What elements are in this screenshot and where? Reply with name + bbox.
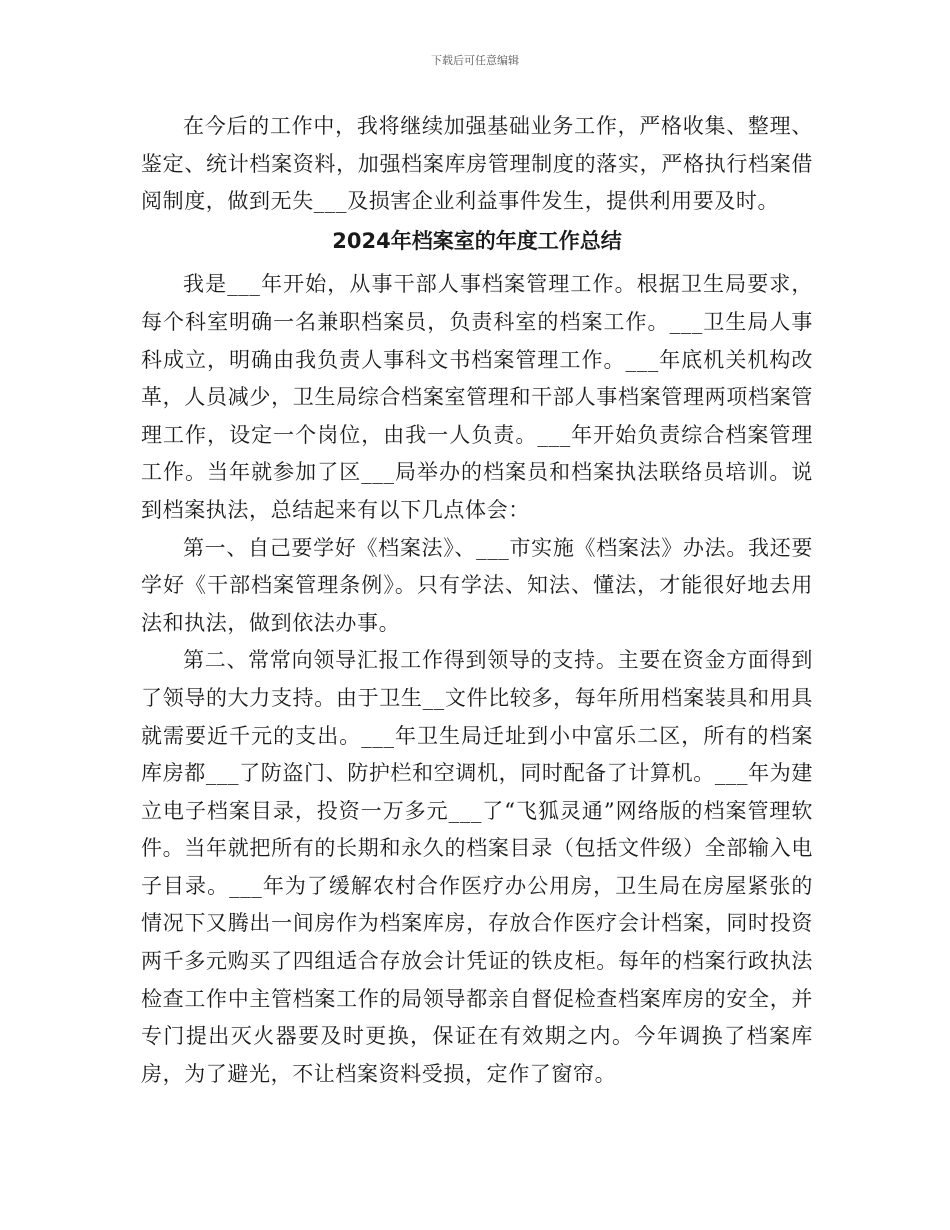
document-title: 2024年档案室的年度工作总结	[332, 228, 622, 253]
paragraph-3: 第二、常常向领导汇报工作得到领导的支持。主要在资金方面得到了领导的大力支持。由于卫生__文件比较多，每年所用档案装具和用具就需要近千元的支出。___年卫生局迁址到小中富乐二区，所有的档案库房都___了防盗门、防护栏和空调机，同时配备了计算机。___年为建立电子档案目录，投资一万多元___了“飞狐灵通”网络版的档案管理软件。当年就把所有的长期和永久的档案目录（包括文件级）全部输入电子目录。___年为了缓解农村合作医疗办公用房，卫生局在房屋紧张的情况下又腾出一间房作为档案库房，存放合作医疗会计档案，同时投资两千多元购买了四组适合存放会计凭证的铁皮柜。每年的档案行政执法检查工作中主管档案工作的局领导都亲自督促检查档案库房的安全，并专门提出灭火器要及时更换，保证在有效期之内。今年调换了档案库房，为了避光，不让档案资料受损，定作了窗帘。	[141, 648, 813, 1086]
document-body	[141, 108, 813, 1093]
paragraph-intro: 在今后的工作中，我将继续加强基础业务工作，严格收集、整理、鉴定、统计档案资料，加强档案库房管理制度的落实，严格执行档案借阅制度，做到无失___及损害企业利益事件发生，提供利用要及时。	[141, 114, 813, 214]
paragraph-2: 第一、自己要学好《档案法》、___市实施《档案法》办法。我还要学好《干部档案管理条例》。只有学法、知法、懂法，才能很好地去用法和执法，做到依法办事。	[141, 535, 813, 635]
paragraph-1: 我是___年开始，从事干部人事档案管理工作。根据卫生局要求，每个科室明确一名兼职档案员，负责科室的档案工作。___卫生局人事科成立，明确由我负责人事科文书档案管理工作。___年底机关机构改革，人员减少，卫生局综合档案室管理和干部人事档案管理两项档案管理工作，设定一个岗位，由我一人负责。___年开始负责综合档案管理工作。当年就参加了区___局举办的档案员和档案执法联络员培训。说到档案执法，总结起来有以下几点体会：	[141, 272, 813, 522]
page-header: 下载后可任意编辑	[431, 54, 519, 67]
